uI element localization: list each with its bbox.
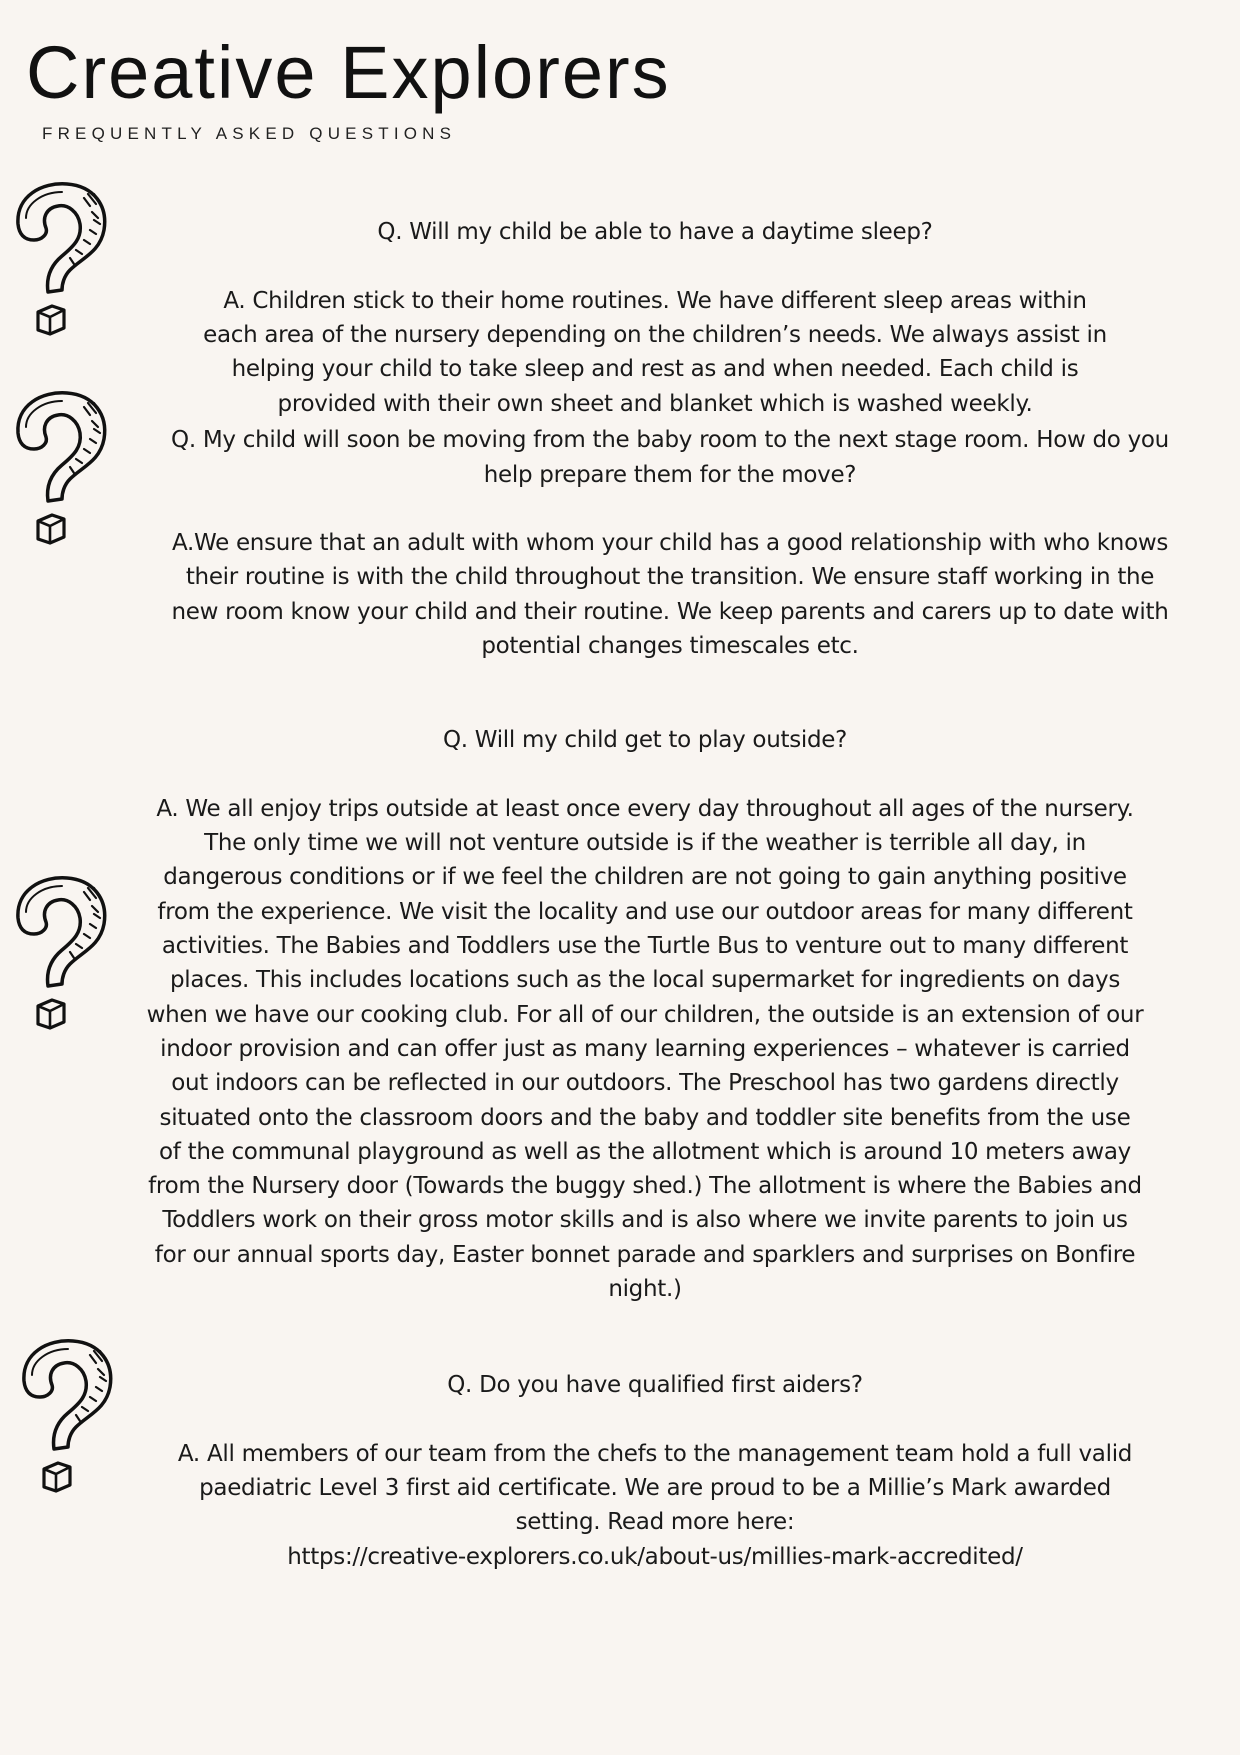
faq-item [100,1334,1210,1608]
faq-item [90,689,1200,1341]
page-title: Creative Explorers [26,31,671,114]
faq-answer: A. We all enjoy trips outside at least once every day throughout all ages of the nursery. The only time we will not venture outside is if the weather is terrible all day, in dangerous conditions or if we feel the children are not going to gain anything positive from the experience. We visit the locality and use our outdoor areas for many different activities. The Babies and Toddlers use the Turtle Bus to venture out to many different places. This includes locations such as the local supermarket for ingredients on days when we have our cooking club. For all of our children, the outside is an extension of our indoor provision and can offer just as many learning experiences – whatever is carried out indoors can be reflected in our outdoors. The Preschool has two gardens directly situated onto the classroom doors and the baby and toddler site benefits from the use of the communal playground as well as the allotment which is around 10 meters away from the Nursery door (Towards the buggy shed.) The allotment is where the Babies and Toddlers work on their gross motor skills and is also where we invite parents to join us for our annual sports day, Easter bonnet parade and sparklers and surprises on Bonfire night.) [146,795,1144,1303]
faq-question: Q. Do you have qualified first aiders? [447,1372,863,1399]
question-mark-icon [12,387,112,547]
page-subtitle: FREQUENTLY ASKED QUESTIONS [42,124,457,143]
faq-answer: A. All members of our team from the chefs to the management team hold a full valid paediatric Level 3 first aid certificate. We are proud to be a Millie’s Mark awarded setting. Read more here: https://creative-explorers.co.uk/about-us/millies-mark-accredited/ [177,1440,1133,1570]
faq-question: Q. Will my child get to play outside? [442,727,848,754]
faq-item [100,389,1240,698]
question-mark-icon [12,178,112,338]
faq-answer: A. Children stick to their home routines. We have different sleep areas within each area of the nursery depending on the children’s needs. We always assist in helping your child to take sleep and rest as and when needed. Each child is provided with their own sheet and blanket which is washed weekly. [203,287,1107,417]
faq-question: Q. My child will soon be moving from the baby room to the next stage room. How do you help prepare them for the move? [171,427,1169,488]
faq-question: Q. Will my child be able to have a daytime sleep? [377,219,933,246]
faq-answer: A.We ensure that an adult with whom your child has a good relationship with who knows their routine is with the child throughout the transition. We ensure staff working in the new room know your child and their routine. We keep parents and carers up to date with potential changes timescales etc. [171,530,1169,660]
